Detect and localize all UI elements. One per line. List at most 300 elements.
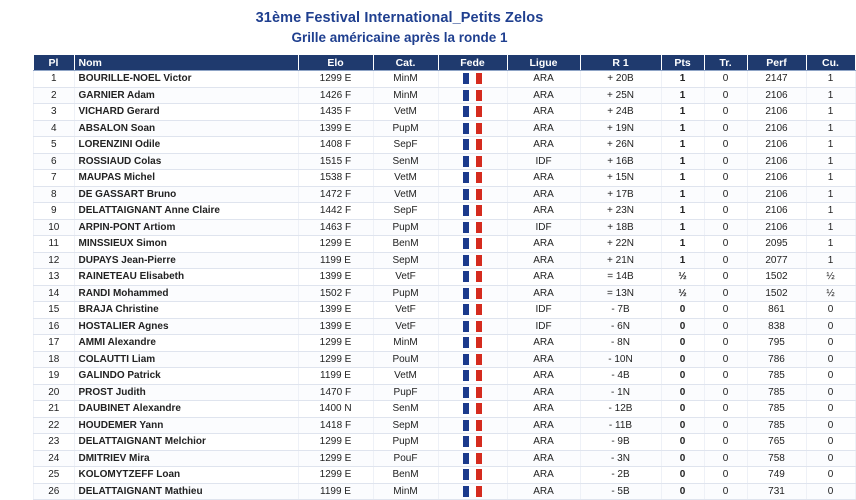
table-row[interactable] [34,401,856,418]
cell-cumul: 0 [806,351,855,368]
cell-tr: 0 [704,417,747,434]
column-header-perf[interactable]: Perf [747,55,806,71]
cell-ligue: ARA [507,137,580,154]
cell-place: 22 [34,417,75,434]
table-row[interactable] [34,170,856,187]
cell-place: 4 [34,120,75,137]
france-flag-icon [463,288,482,299]
column-header-r1[interactable]: R 1 [580,55,661,71]
cell-points: 1 [661,104,704,121]
cell-name: ABSALON Soan [74,120,298,137]
cell-elo: 1299 E [298,351,373,368]
table-row[interactable] [34,483,856,500]
cell-tr: 0 [704,467,747,484]
cell-cumul: 0 [806,368,855,385]
cell-fede [438,302,507,319]
cell-cumul: 0 [806,417,855,434]
cell-points: 0 [661,417,704,434]
cell-perf: 2106 [747,104,806,121]
cell-place: 18 [34,351,75,368]
cell-perf: 785 [747,368,806,385]
france-flag-icon [463,420,482,431]
cell-round1: + 19N [580,120,661,137]
france-flag-icon [463,73,482,84]
cell-fede [438,236,507,253]
cell-perf: 1502 [747,269,806,286]
cell-cat: SepM [373,252,438,269]
cell-cumul: ½ [806,269,855,286]
cell-points: 0 [661,450,704,467]
cell-cumul: 1 [806,252,855,269]
table-row[interactable] [34,351,856,368]
cell-tr: 0 [704,252,747,269]
cell-ligue: ARA [507,368,580,385]
cell-ligue: IDF [507,153,580,170]
cell-ligue: ARA [507,434,580,451]
table-body [34,71,856,500]
table-header [34,55,856,71]
cell-ligue: ARA [507,87,580,104]
cell-points: ½ [661,269,704,286]
cell-cat: PupM [373,285,438,302]
cell-round1: + 17B [580,186,661,203]
cell-cumul: 0 [806,384,855,401]
cell-cumul: 1 [806,137,855,154]
cell-tr: 0 [704,401,747,418]
table-row[interactable] [34,318,856,335]
cell-tr: 0 [704,285,747,302]
cell-cat: VetM [373,104,438,121]
cell-name: GARNIER Adam [74,87,298,104]
cell-points: 0 [661,401,704,418]
cell-perf: 2106 [747,170,806,187]
cell-elo: 1399 E [298,302,373,319]
cell-elo: 1472 F [298,186,373,203]
table-row[interactable] [34,153,856,170]
cell-perf: 2106 [747,219,806,236]
cell-tr: 0 [704,137,747,154]
table-row[interactable] [34,186,856,203]
cell-points: 1 [661,203,704,220]
cell-round1: - 11B [580,417,661,434]
cell-fede [438,483,507,500]
table-row[interactable] [34,302,856,319]
table-row[interactable] [34,384,856,401]
table-row[interactable] [34,269,856,286]
cell-round1: - 4B [580,368,661,385]
cell-cat: SenM [373,401,438,418]
cell-cumul: 0 [806,302,855,319]
cell-cat: BenM [373,467,438,484]
cell-round1: - 2B [580,467,661,484]
cell-round1: - 3N [580,450,661,467]
cell-name: DUPAYS Jean-Pierre [74,252,298,269]
cell-fede [438,87,507,104]
cell-name: MAUPAS Michel [74,170,298,187]
cell-round1: - 10N [580,351,661,368]
cell-elo: 1199 E [298,252,373,269]
cell-cumul: ½ [806,285,855,302]
france-flag-icon [463,139,482,150]
cell-elo: 1199 E [298,483,373,500]
cell-place: 3 [34,104,75,121]
cell-fede [438,335,507,352]
cell-tr: 0 [704,170,747,187]
cell-round1: = 14B [580,269,661,286]
cell-ligue: IDF [507,219,580,236]
cell-cat: VetF [373,269,438,286]
cell-cumul: 1 [806,236,855,253]
table-header-row [34,55,856,71]
cell-round1: = 13N [580,285,661,302]
table-row[interactable] [34,434,856,451]
cell-points: 1 [661,137,704,154]
cell-points: 0 [661,368,704,385]
column-header-nom[interactable]: Nom [74,55,298,71]
cell-cat: MinM [373,483,438,500]
cell-elo: 1299 E [298,467,373,484]
column-header-fede[interactable]: Fede [438,55,507,71]
cell-cumul: 1 [806,71,855,88]
cell-place: 13 [34,269,75,286]
cell-perf: 765 [747,434,806,451]
cell-place: 23 [34,434,75,451]
cell-name: RAINETEAU Elisabeth [74,269,298,286]
cell-elo: 1515 F [298,153,373,170]
cell-tr: 0 [704,219,747,236]
cell-place: 2 [34,87,75,104]
france-flag-icon [463,156,482,167]
cell-name: MINSSIEUX Simon [74,236,298,253]
cell-name: HOUDEMER Yann [74,417,298,434]
table-row[interactable] [34,120,856,137]
cell-round1: + 25N [580,87,661,104]
cell-name: GALINDO Patrick [74,368,298,385]
cell-elo: 1400 N [298,401,373,418]
cell-elo: 1435 F [298,104,373,121]
cell-cat: MinM [373,335,438,352]
cell-name: DMITRIEV Mira [74,450,298,467]
cell-ligue: ARA [507,186,580,203]
cell-round1: - 7B [580,302,661,319]
cell-fede [438,318,507,335]
france-flag-icon [463,238,482,249]
cell-name: RANDI Mohammed [74,285,298,302]
cell-perf: 758 [747,450,806,467]
cell-name: AMMI Alexandre [74,335,298,352]
cell-name: DELATTAIGNANT Anne Claire [74,203,298,220]
cell-round1: - 12B [580,401,661,418]
cell-name: LORENZINI Odile [74,137,298,154]
cell-round1: + 24B [580,104,661,121]
cell-perf: 861 [747,302,806,319]
cell-ligue: ARA [507,252,580,269]
cell-perf: 795 [747,335,806,352]
cell-perf: 749 [747,467,806,484]
cell-fede [438,71,507,88]
cell-cumul: 0 [806,434,855,451]
cell-ligue: ARA [507,450,580,467]
cell-perf: 2095 [747,236,806,253]
cell-elo: 1299 E [298,71,373,88]
france-flag-icon [463,436,482,447]
cell-cat: VetF [373,302,438,319]
cell-round1: - 1N [580,384,661,401]
cell-perf: 2106 [747,120,806,137]
cell-place: 26 [34,483,75,500]
france-flag-icon [463,271,482,282]
cell-tr: 0 [704,236,747,253]
cell-place: 19 [34,368,75,385]
cell-place: 25 [34,467,75,484]
cell-round1: + 15N [580,170,661,187]
cell-elo: 1199 E [298,368,373,385]
column-header-ligue[interactable]: Ligue [507,55,580,71]
cell-tr: 0 [704,104,747,121]
france-flag-icon [463,354,482,365]
cell-cat: PupM [373,219,438,236]
cell-name: ROSSIAUD Colas [74,153,298,170]
table-row[interactable] [34,137,856,154]
cell-cat: VetM [373,170,438,187]
page-subtitle: Grille américaine après la ronde 1 [291,30,508,45]
cell-cumul: 1 [806,120,855,137]
cell-name: KOLOMYTZEFF Loan [74,467,298,484]
table-row[interactable] [34,285,856,302]
cell-round1: - 8N [580,335,661,352]
cell-ligue: ARA [507,335,580,352]
cell-place: 7 [34,170,75,187]
cell-tr: 0 [704,269,747,286]
cell-perf: 2106 [747,186,806,203]
cell-cat: MinM [373,71,438,88]
france-flag-icon [463,205,482,216]
cell-round1: - 6N [580,318,661,335]
cell-round1: - 5B [580,483,661,500]
cell-cumul: 1 [806,170,855,187]
cell-ligue: ARA [507,71,580,88]
cell-cumul: 1 [806,186,855,203]
column-header-cat[interactable]: Cat. [373,55,438,71]
cell-place: 9 [34,203,75,220]
cell-name: DELATTAIGNANT Mathieu [74,483,298,500]
cell-cumul: 1 [806,203,855,220]
cell-place: 21 [34,401,75,418]
cell-ligue: ARA [507,203,580,220]
cell-fede [438,417,507,434]
cell-tr: 0 [704,318,747,335]
cell-points: 1 [661,120,704,137]
cell-cat: VetM [373,368,438,385]
cell-cumul: 0 [806,318,855,335]
cell-fede [438,203,507,220]
cell-name: DAUBINET Alexandre [74,401,298,418]
cell-round1: + 18B [580,219,661,236]
table-row[interactable] [34,219,856,236]
cell-cat: VetF [373,318,438,335]
france-flag-icon [463,321,482,332]
cell-place: 14 [34,285,75,302]
france-flag-icon [463,453,482,464]
cell-fede [438,285,507,302]
cell-place: 5 [34,137,75,154]
france-flag-icon [463,469,482,480]
table-row[interactable] [34,203,856,220]
cell-fede [438,368,507,385]
cell-place: 17 [34,335,75,352]
cell-name: DELATTAIGNANT Melchior [74,434,298,451]
cell-perf: 785 [747,417,806,434]
cell-elo: 1426 F [298,87,373,104]
cell-name: BRAJA Christine [74,302,298,319]
cell-round1: + 21N [580,252,661,269]
cell-ligue: ARA [507,384,580,401]
cell-name: COLAUTTI Liam [74,351,298,368]
cell-fede [438,104,507,121]
cell-fede [438,269,507,286]
france-flag-icon [463,189,482,200]
cell-round1: + 22N [580,236,661,253]
cell-points: 0 [661,335,704,352]
cell-place: 11 [34,236,75,253]
cell-ligue: IDF [507,318,580,335]
cell-perf: 2106 [747,87,806,104]
cell-perf: 2106 [747,203,806,220]
cell-ligue: ARA [507,401,580,418]
cell-round1: + 20B [580,71,661,88]
cell-fede [438,186,507,203]
cell-fede [438,401,507,418]
cell-perf: 838 [747,318,806,335]
cell-tr: 0 [704,120,747,137]
cell-name: BOURILLE-NOEL Victor [74,71,298,88]
cell-cat: SepM [373,417,438,434]
cell-elo: 1399 E [298,318,373,335]
cell-cat: PupF [373,384,438,401]
cell-place: 10 [34,219,75,236]
table-row[interactable] [34,450,856,467]
column-header-pts[interactable]: Pts [661,55,704,71]
cell-perf: 2147 [747,71,806,88]
cell-elo: 1299 E [298,450,373,467]
cell-place: 15 [34,302,75,319]
cell-fede [438,351,507,368]
cell-perf: 786 [747,351,806,368]
column-header-cu[interactable]: Cu. [806,55,855,71]
cell-tr: 0 [704,153,747,170]
cell-fede [438,120,507,137]
cell-perf: 785 [747,384,806,401]
cell-place: 20 [34,384,75,401]
france-flag-icon [463,387,482,398]
cell-cat: PupM [373,434,438,451]
france-flag-icon [463,403,482,414]
table-row[interactable] [34,71,856,88]
cell-perf: 2077 [747,252,806,269]
cell-tr: 0 [704,186,747,203]
table-row[interactable] [34,236,856,253]
cell-cat: BenM [373,236,438,253]
cell-perf: 1502 [747,285,806,302]
cell-ligue: ARA [507,467,580,484]
cell-ligue: ARA [507,285,580,302]
column-header-pl[interactable]: Pl [34,55,75,71]
standings-table [33,55,856,500]
cell-points: 1 [661,87,704,104]
column-header-tr[interactable]: Tr. [704,55,747,71]
cell-place: 24 [34,450,75,467]
column-header-elo[interactable]: Elo [298,55,373,71]
cell-elo: 1418 F [298,417,373,434]
cell-cumul: 0 [806,450,855,467]
cell-cat: VetM [373,186,438,203]
cell-fede [438,434,507,451]
cell-elo: 1399 E [298,120,373,137]
cell-points: 1 [661,252,704,269]
cell-round1: + 23N [580,203,661,220]
cell-elo: 1399 E [298,269,373,286]
cell-cumul: 1 [806,219,855,236]
table-row[interactable] [34,252,856,269]
cell-tr: 0 [704,335,747,352]
table-row[interactable] [34,467,856,484]
table-row[interactable] [34,104,856,121]
france-flag-icon [463,123,482,134]
cell-cumul: 1 [806,104,855,121]
cell-cat: PupM [373,120,438,137]
cell-perf: 785 [747,401,806,418]
cell-fede [438,467,507,484]
cell-ligue: ARA [507,417,580,434]
cell-ligue: IDF [507,302,580,319]
cell-cumul: 0 [806,401,855,418]
cell-place: 1 [34,71,75,88]
cell-tr: 0 [704,434,747,451]
cell-name: PROST Judith [74,384,298,401]
cell-perf: 2106 [747,153,806,170]
cell-name: HOSTALIER Agnes [74,318,298,335]
cell-ligue: ARA [507,483,580,500]
cell-fede [438,384,507,401]
cell-tr: 0 [704,483,747,500]
cell-fede [438,219,507,236]
standings-table-wrap [33,55,839,500]
cell-fede [438,153,507,170]
cell-cumul: 0 [806,335,855,352]
cell-elo: 1408 F [298,137,373,154]
table-row[interactable] [34,368,856,385]
table-row[interactable] [34,417,856,434]
cell-ligue: ARA [507,120,580,137]
cell-ligue: ARA [507,170,580,187]
cell-tr: 0 [704,368,747,385]
cell-points: 0 [661,434,704,451]
cell-ligue: ARA [507,236,580,253]
france-flag-icon [463,172,482,183]
table-row[interactable] [34,335,856,352]
cell-cumul: 0 [806,467,855,484]
cell-cumul: 1 [806,153,855,170]
cell-points: 0 [661,467,704,484]
france-flag-icon [463,304,482,315]
cell-cat: PouM [373,351,438,368]
cell-cumul: 1 [806,87,855,104]
table-row[interactable] [34,87,856,104]
cell-round1: + 26N [580,137,661,154]
france-flag-icon [463,255,482,266]
cell-tr: 0 [704,384,747,401]
cell-fede [438,137,507,154]
